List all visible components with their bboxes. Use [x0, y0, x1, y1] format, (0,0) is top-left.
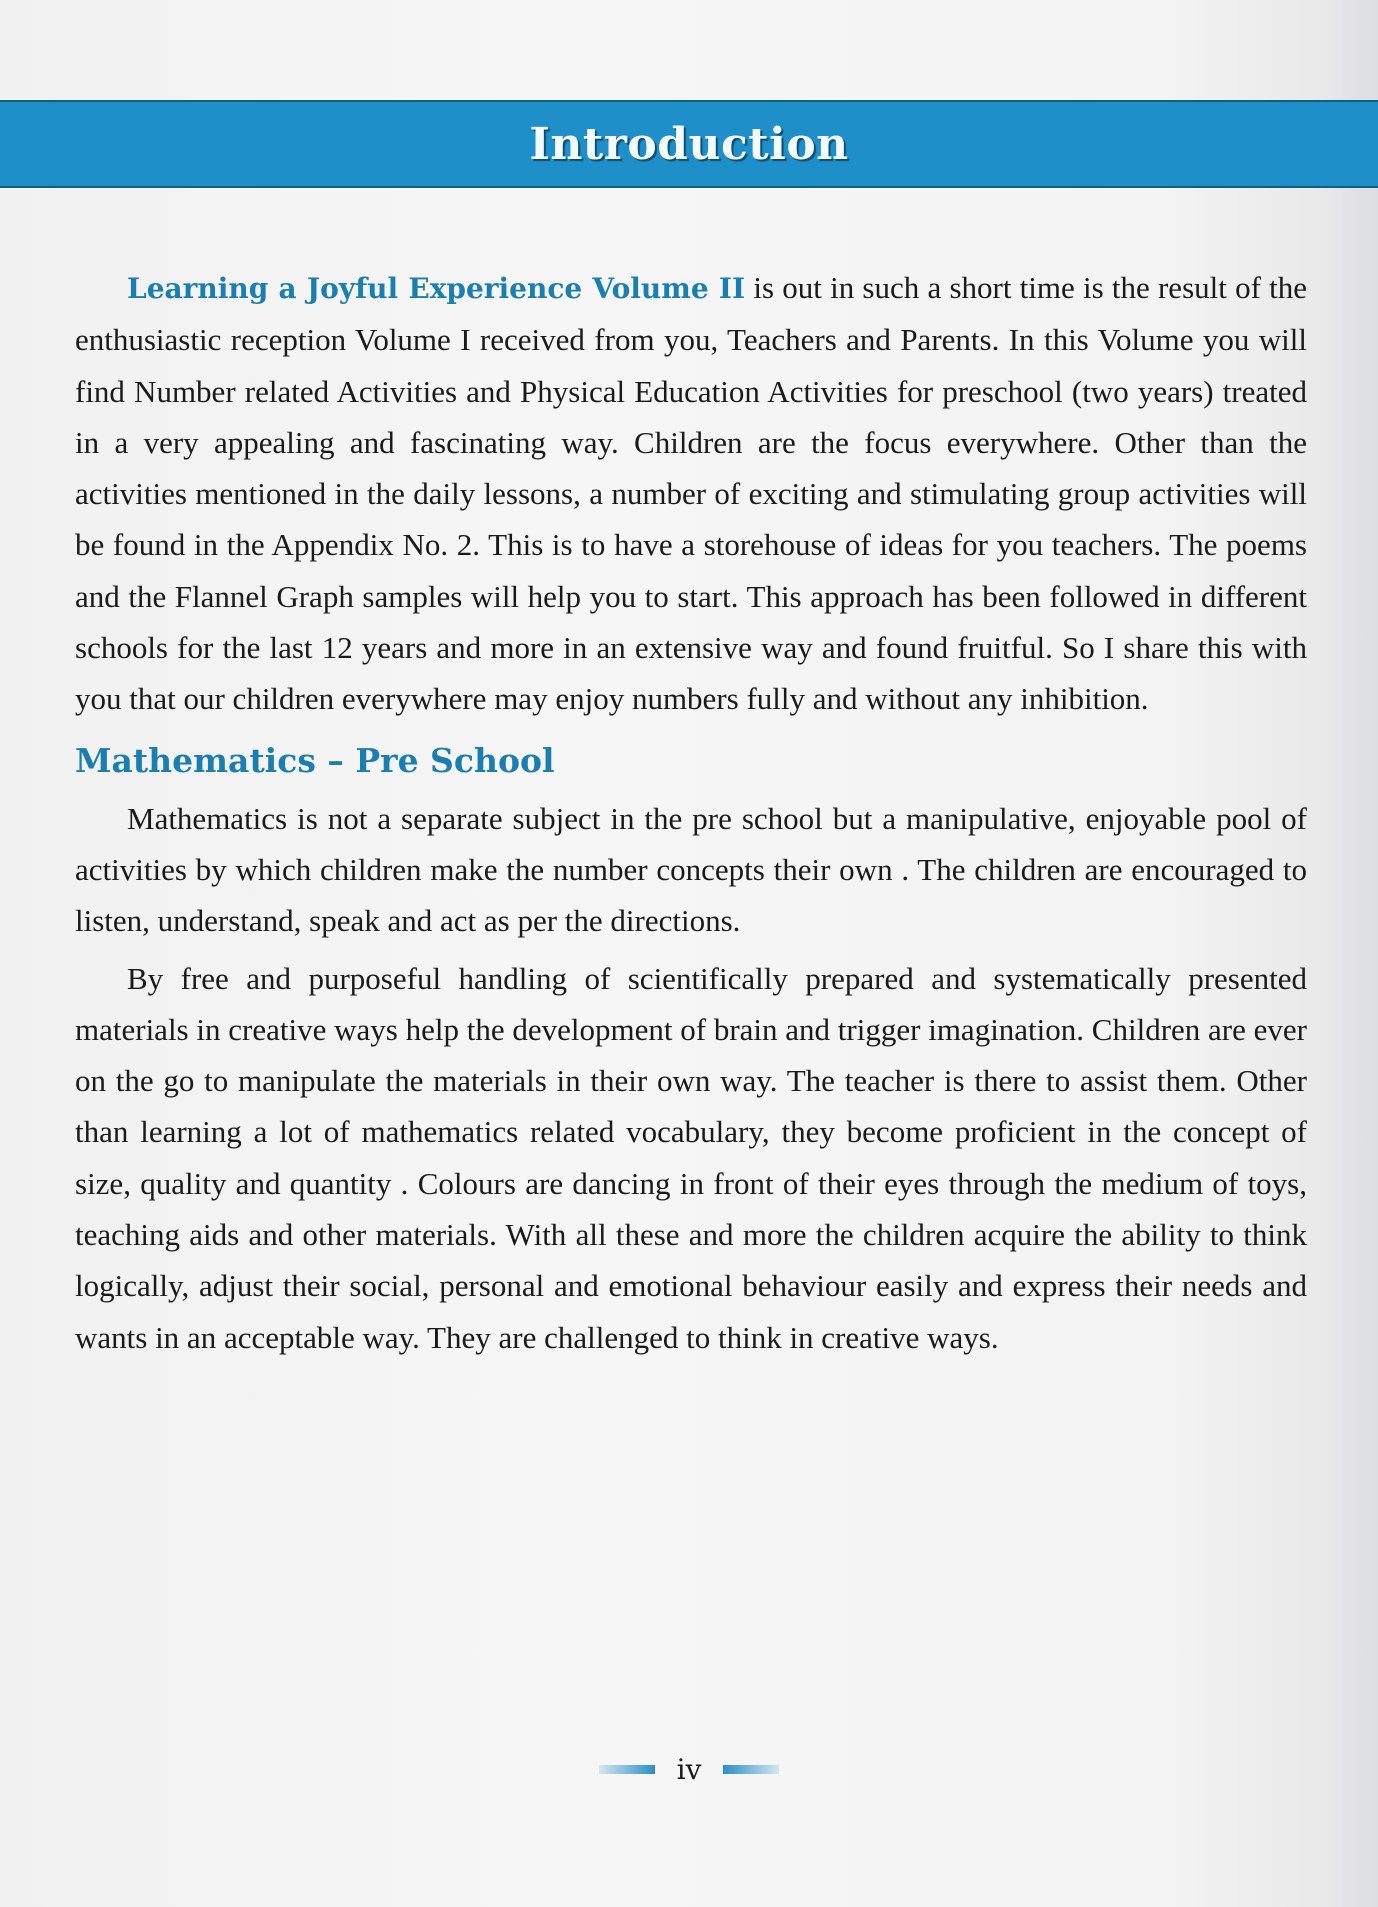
- intro-paragraph: [75, 262, 1307, 725]
- section-paragraph: By free and purposeful handling of scientifically prepared and systematically presented materials in creative ways help the development of brain and trigger imagination. Children are ever on the go to manipulate the materials in their own way. The teacher is there to assist them. Other than learning a lot of mathematics related vocabulary, they become proficient in the concept of size, quality and quantity . Colours are dancing in front of their eyes through the medium of toys, teaching aids and other materials. With all these and more the children acquire the ability to think logically, adjust their social, personal and emotional behaviour easily and express their needs and wants in an acceptable way. They are challenged to think in creative ways.: [75, 960, 1307, 1355]
- book-title: Learning a Joyful Experience Volume II: [127, 272, 746, 305]
- ribbon-left-decoration: [599, 1765, 655, 1774]
- page-content: [75, 262, 1307, 1363]
- ribbon-right-decoration: [723, 1765, 779, 1774]
- page-footer: [0, 1753, 1378, 1786]
- intro-body: is out in such a short time is the result of the enthusiastic reception Volume I received from you, Teachers and Parents. In this Volume you will find Number related Activities and Physical Education Activities for preschool (two years) treated in a very appealing and fascinating way. Children are the focus everywhere. Other than the activities mentioned in the daily lessons, a number of exciting and stimulating group activities will be found in the Appendix No. 2. This is to have a storehouse of ideas for you teachers. The poems and the Flannel Graph samples will help you to start. This approach has been followed in different schools for the last 12 years and more in an extensive way and found fruitful. So I share this with you that our children everywhere may enjoy numbers fully and without any inhibition.: [75, 270, 1307, 717]
- section-paragraph: Mathematics is not a separate subject in the pre school but a manipulative, enjoyable pool of activities by which children make the number concepts their own . The children are encouraged to listen, understand, speak and act as per the directions.: [75, 800, 1307, 939]
- section-heading: Mathematics – Pre School: [75, 740, 555, 780]
- title-banner: [0, 100, 1378, 188]
- page-number: iv: [676, 1753, 702, 1786]
- page-title: Introduction: [529, 118, 849, 170]
